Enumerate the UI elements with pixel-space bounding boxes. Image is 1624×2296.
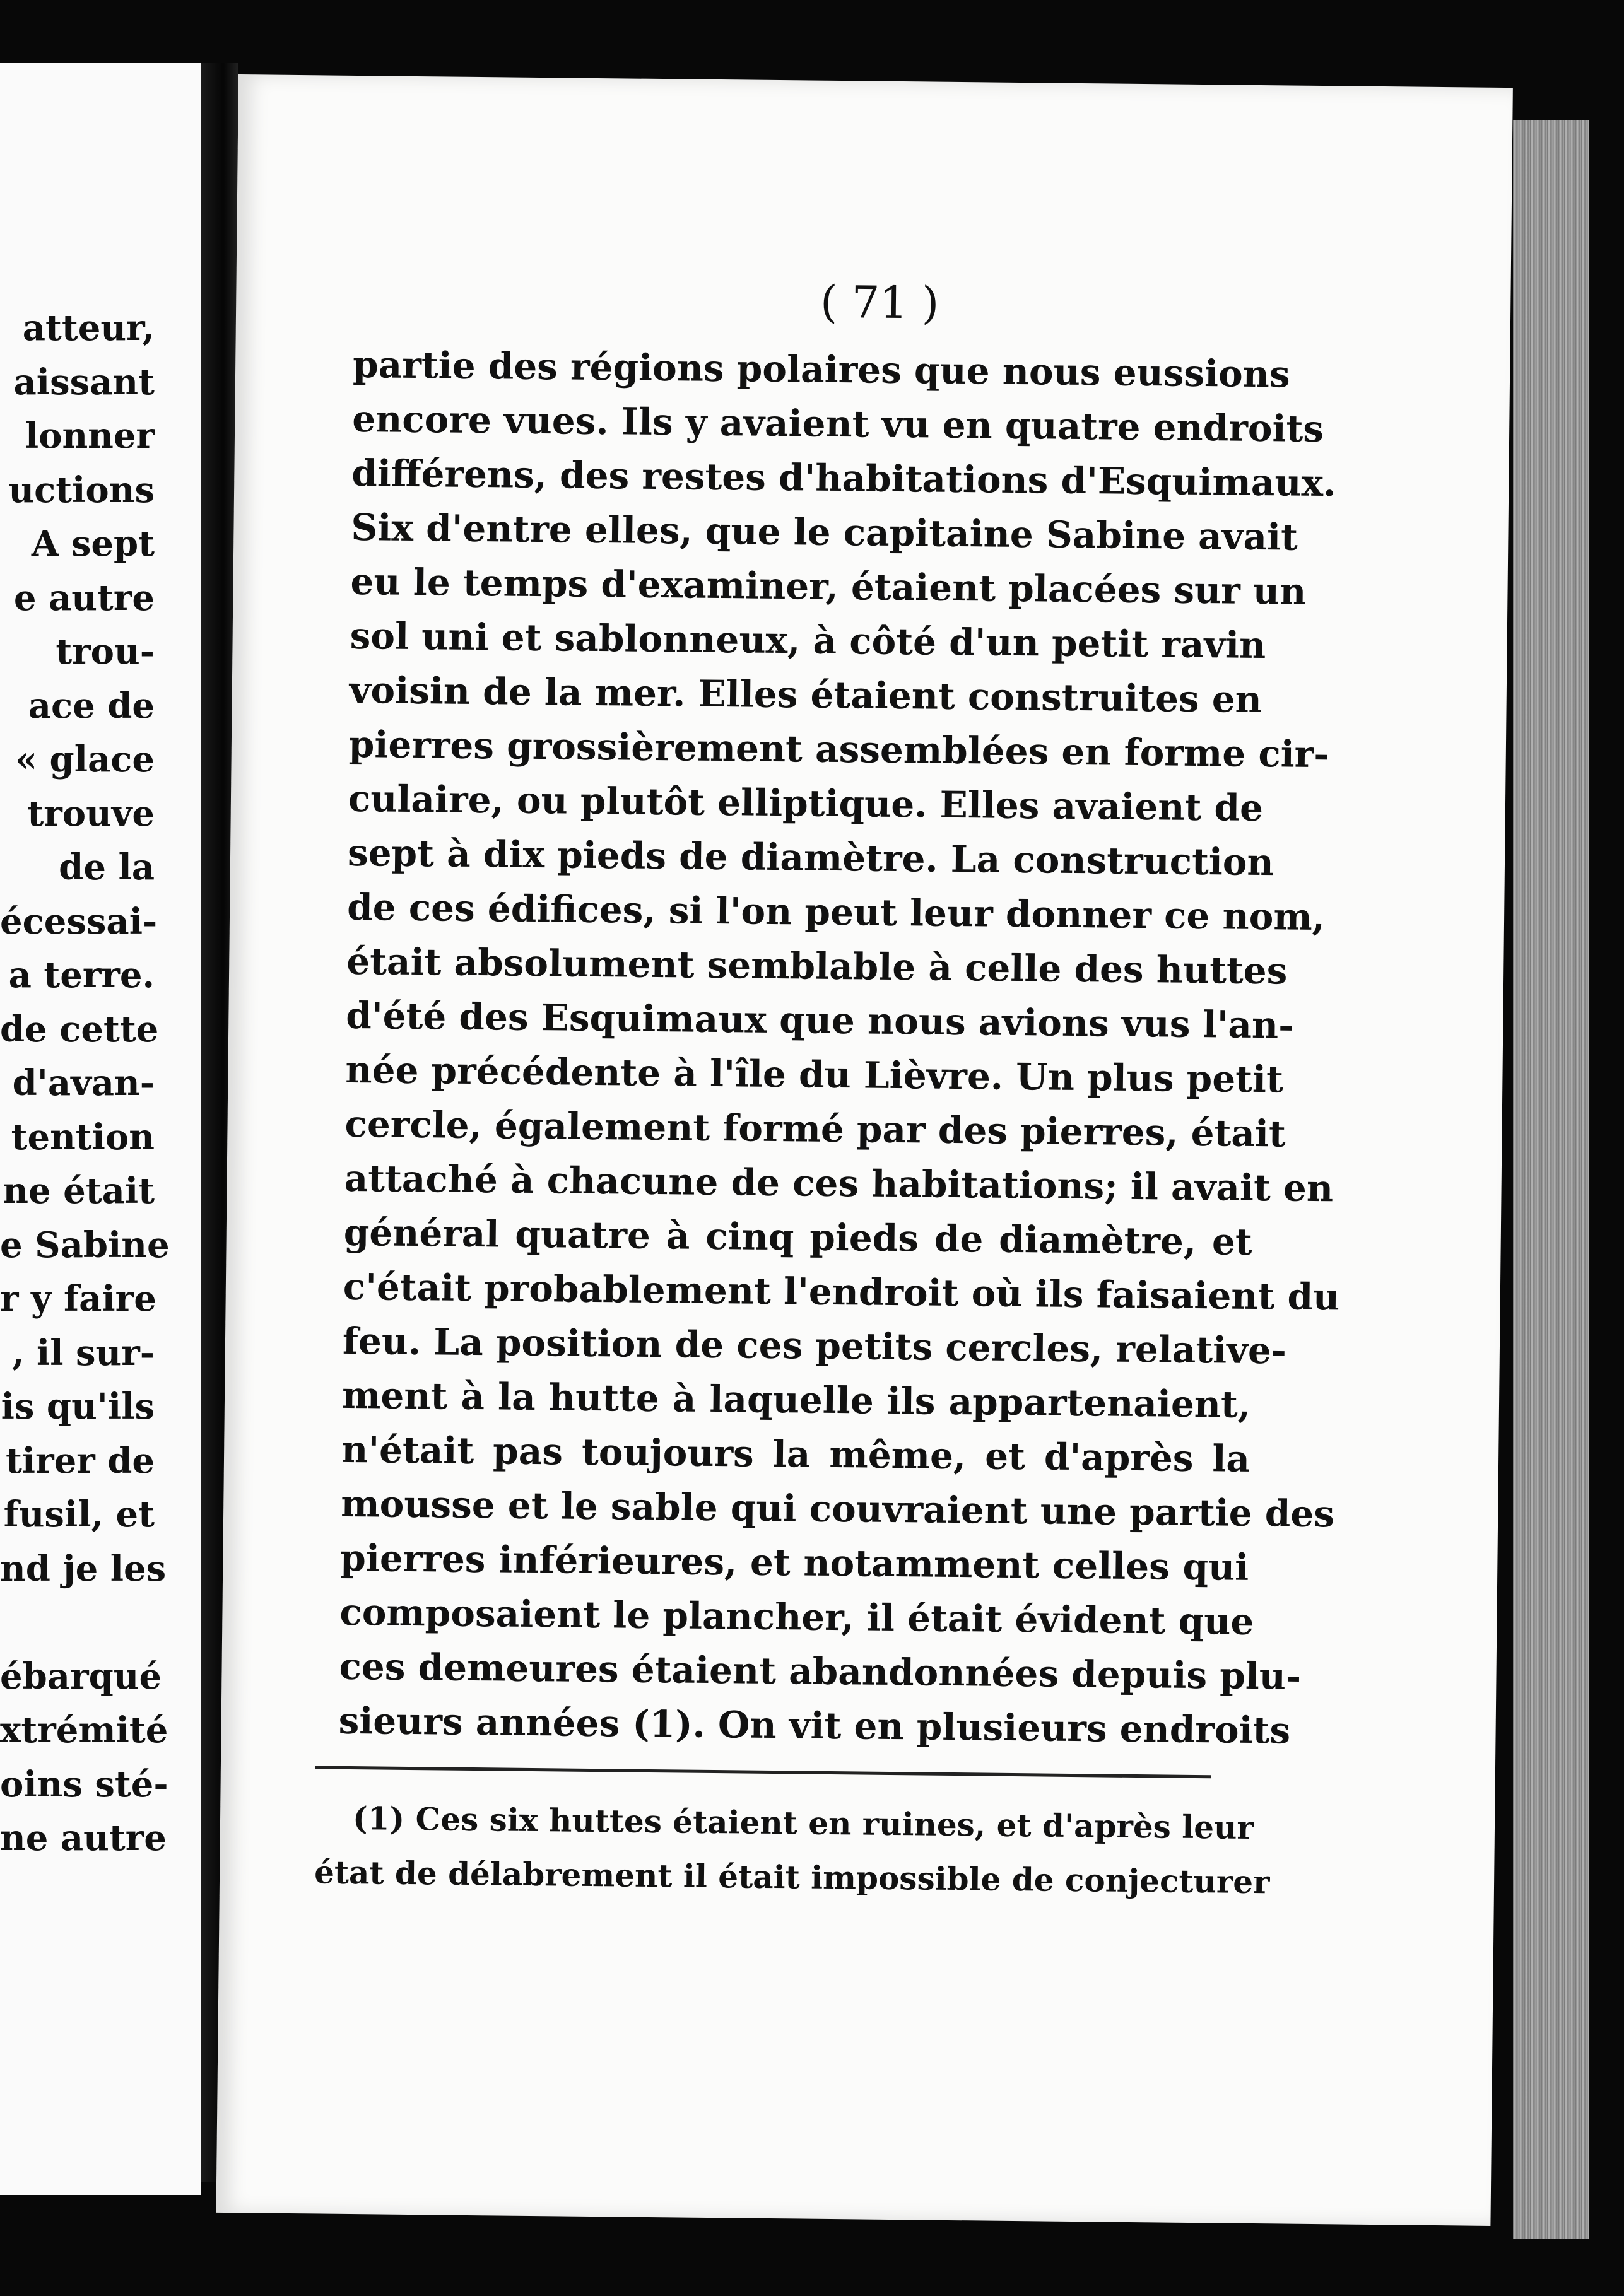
footnote xyxy=(314,1791,1270,1909)
left-page-line: tention xyxy=(11,1116,155,1158)
left-page-line: ne autre xyxy=(0,1817,167,1859)
left-page-line: « glace xyxy=(15,739,155,780)
left-page-line: d'avan- xyxy=(12,1062,155,1104)
body-line: sept à dix pieds de diamètre. La construction xyxy=(347,831,1274,884)
body-line: attaché à chacune de ces habitations; il avait en xyxy=(344,1156,1334,1210)
body-line: de ces édifices, si l'on peut leur donner ce nom, xyxy=(346,885,1326,939)
body-line: ment à la hutte à laquelle ils appartenaient, xyxy=(341,1373,1251,1426)
left-page-line: xtrémité xyxy=(0,1709,168,1751)
body-line: général quatre à cinq pieds de diamètre, et xyxy=(343,1210,1253,1263)
body-line: différens, des restes d'habitations d'Esquimaux. xyxy=(351,451,1336,505)
body-line: encore vues. Ils y avaient vu en quatre endroits xyxy=(351,397,1324,451)
left-page-line: is qu'ils xyxy=(1,1386,155,1427)
left-page-text xyxy=(0,302,170,1866)
body-line: Six d'entre elles, que le capitaine Sabine avait xyxy=(351,505,1298,559)
body-line: culaire, ou plutôt elliptique. Elles avaient de xyxy=(348,776,1264,830)
body-text xyxy=(338,337,1340,1757)
body-line: ces demeures étaient abandonnées depuis plu- xyxy=(339,1644,1302,1698)
left-page-line: fusil, et xyxy=(3,1494,155,1535)
body-line: eu le temps d'examiner, étaient placées sur un xyxy=(350,559,1307,613)
body-line: n'était pas toujours la même, et d'après la xyxy=(341,1427,1250,1480)
page-number: ( 71 ) xyxy=(820,276,939,329)
body-line: était absolument semblable à celle des huttes xyxy=(346,939,1288,993)
footnote-line: état de délabrement il était impossible de conjecturer xyxy=(314,1853,1270,1901)
body-line: feu. La position de ces petits cercles, relative- xyxy=(342,1319,1287,1373)
left-page-line: lonner xyxy=(25,415,155,457)
body-line: d'été des Esquimaux que nous avions vus l'an- xyxy=(346,993,1294,1047)
left-page-line: tirer de xyxy=(5,1439,155,1482)
left-page-line: uctions xyxy=(8,469,155,511)
body-line: pierres inférieures, et notamment celles qui xyxy=(340,1536,1249,1589)
body-line: partie des régions polaires que nous eussions xyxy=(352,343,1290,396)
left-page-line: A sept xyxy=(31,523,155,565)
left-page-line: trou- xyxy=(56,631,155,672)
left-page-line: r y faire xyxy=(0,1278,156,1320)
page-edges xyxy=(1513,120,1589,2239)
body-line: mousse et le sable qui couvraient une partie des xyxy=(340,1482,1335,1536)
left-page-line: oins sté- xyxy=(0,1763,168,1805)
left-page-line: , il sur- xyxy=(11,1332,155,1374)
left-page-line: ne était xyxy=(3,1170,155,1212)
left-page-line: écessai- xyxy=(0,900,158,942)
body-line: sol uni et sablonneux, à côté d'un petit ravin xyxy=(350,614,1266,667)
left-page-line: atteur, xyxy=(22,307,155,349)
body-line: voisin de la mer. Elles étaient construites en xyxy=(349,668,1262,722)
left-page-line: nd je les xyxy=(0,1547,167,1590)
left-page-line-gap xyxy=(0,1596,155,1650)
body-line: composaient le plancher, il était évident que xyxy=(339,1590,1254,1643)
body-line: sieurs années (1). On vit en plusieurs endroits xyxy=(338,1699,1291,1752)
left-page-line: e Sabine xyxy=(0,1224,170,1266)
left-page-line: de la xyxy=(59,846,155,888)
left-page-line: ébarqué xyxy=(0,1655,162,1697)
left-page-line: de cette xyxy=(0,1008,159,1050)
footnote-line: (1) Ces six huttes étaient en ruines, et d'après leur xyxy=(352,1800,1254,1846)
right-page xyxy=(216,74,1513,2226)
body-line: c'était probablement l'endroit où ils faisaient du xyxy=(343,1265,1340,1319)
left-page-line: ace de xyxy=(28,684,155,727)
left-facing-page xyxy=(0,63,201,2195)
footnote-rule xyxy=(315,1766,1211,1778)
left-page-line: e autre xyxy=(13,577,155,619)
body-line: cercle, également formé par des pierres, était xyxy=(344,1102,1286,1156)
left-page-line: a terre. xyxy=(8,954,155,996)
left-page-line: trouve xyxy=(27,792,155,835)
left-page-line: aissant xyxy=(13,361,155,403)
body-line: née précédente à l'île du Lièvre. Un plus petit xyxy=(345,1048,1284,1101)
body-line: pierres grossièrement assemblées en forme cir- xyxy=(348,722,1329,776)
